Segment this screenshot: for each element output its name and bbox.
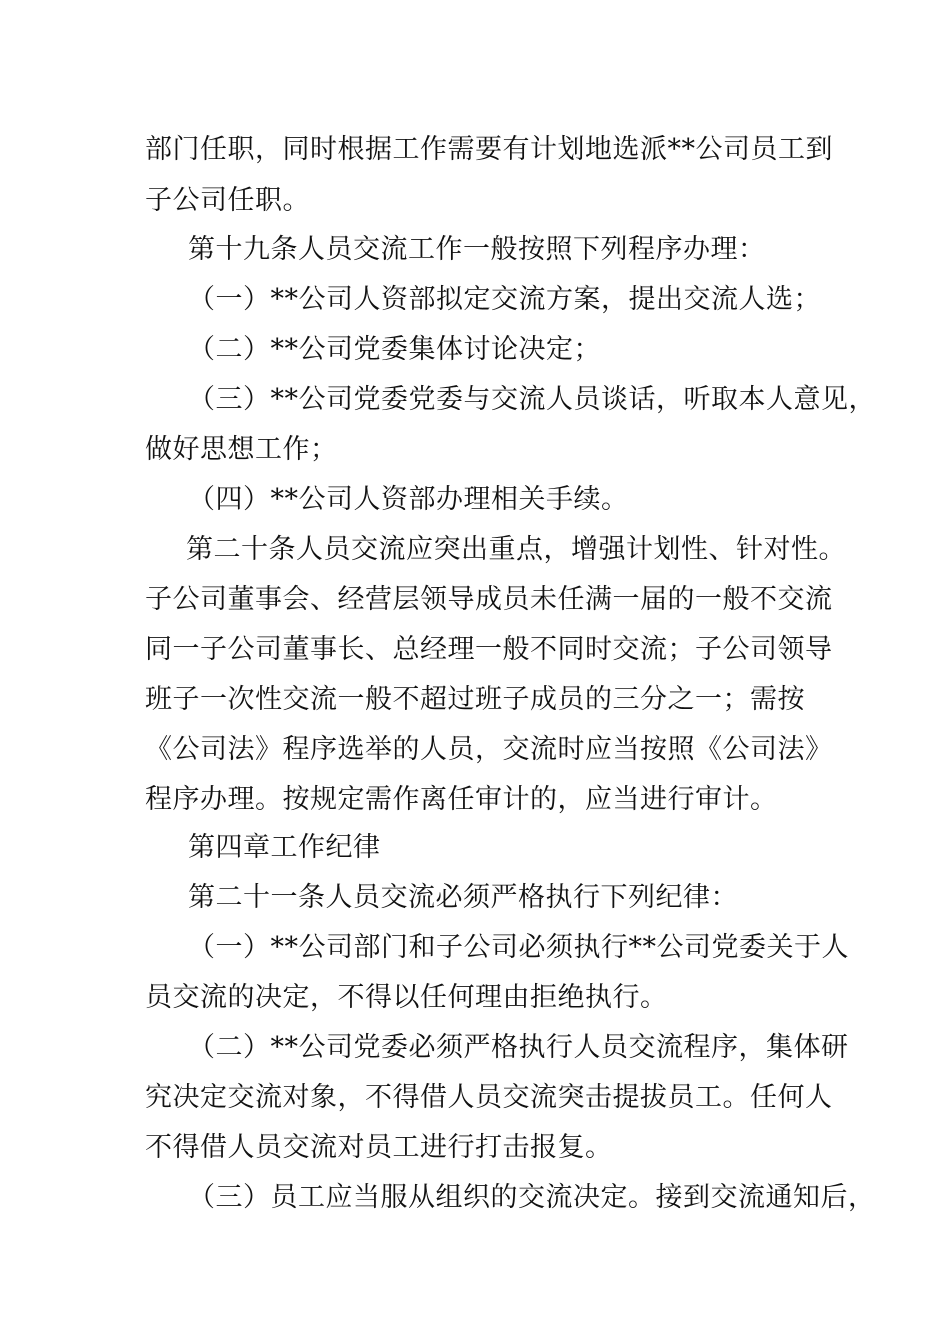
text-line-19: （二）**公司党委必须严格执行人员交流程序，集体研	[188, 1032, 849, 1063]
text-line-18: 员交流的决定，不得以任何理由拒绝执行。	[145, 982, 668, 1013]
text-line-21: 不得借人员交流对员工进行打击报复。	[145, 1132, 613, 1163]
text-line-16: 第二十一条人员交流必须严格执行下列纪律：	[188, 882, 738, 913]
text-line-17: （一）**公司部门和子公司必须执行**公司党委关于人	[188, 932, 849, 963]
text-line-9: 第二十条人员交流应突出重点，增强计划性、针对性。	[186, 534, 846, 565]
text-line-22: （三）员工应当服从组织的交流决定。接到交流通知后，	[188, 1182, 876, 1213]
text-line-10: 子公司董事会、经营层领导成员未任满一届的一般不交流	[145, 584, 833, 615]
text-line-3: 第十九条人员交流工作一般按照下列程序办理：	[188, 234, 766, 265]
text-line-5: （二）**公司党委集体讨论决定；	[188, 334, 601, 365]
text-line-20: 究决定交流对象，不得借人员交流突击提拔员工。任何人	[145, 1082, 833, 1113]
text-line-7: 做好思想工作；	[145, 434, 338, 465]
text-line-2: 子公司任职。	[145, 185, 310, 216]
text-line-1: 部门任职，同时根据工作需要有计划地选派**公司员工到	[145, 134, 833, 165]
text-line-12: 班子一次性交流一般不超过班子成员的三分之一；需按	[145, 684, 805, 715]
text-line-8: （四）**公司人资部办理相关手续。	[188, 484, 629, 515]
text-line-11: 同一子公司董事长、总经理一般不同时交流；子公司领导	[145, 634, 833, 665]
text-line-6: （三）**公司党委党委与交流人员谈话，听取本人意见，	[188, 384, 876, 415]
text-line-14: 程序办理。按规定需作离任审计的，应当进行审计。	[145, 784, 778, 815]
text-line-4: （一）**公司人资部拟定交流方案，提出交流人选；	[188, 284, 821, 315]
chapter-heading: 第四章工作纪律	[188, 832, 381, 863]
text-line-13: 《公司法》程序选举的人员，交流时应当按照《公司法》	[145, 734, 833, 765]
